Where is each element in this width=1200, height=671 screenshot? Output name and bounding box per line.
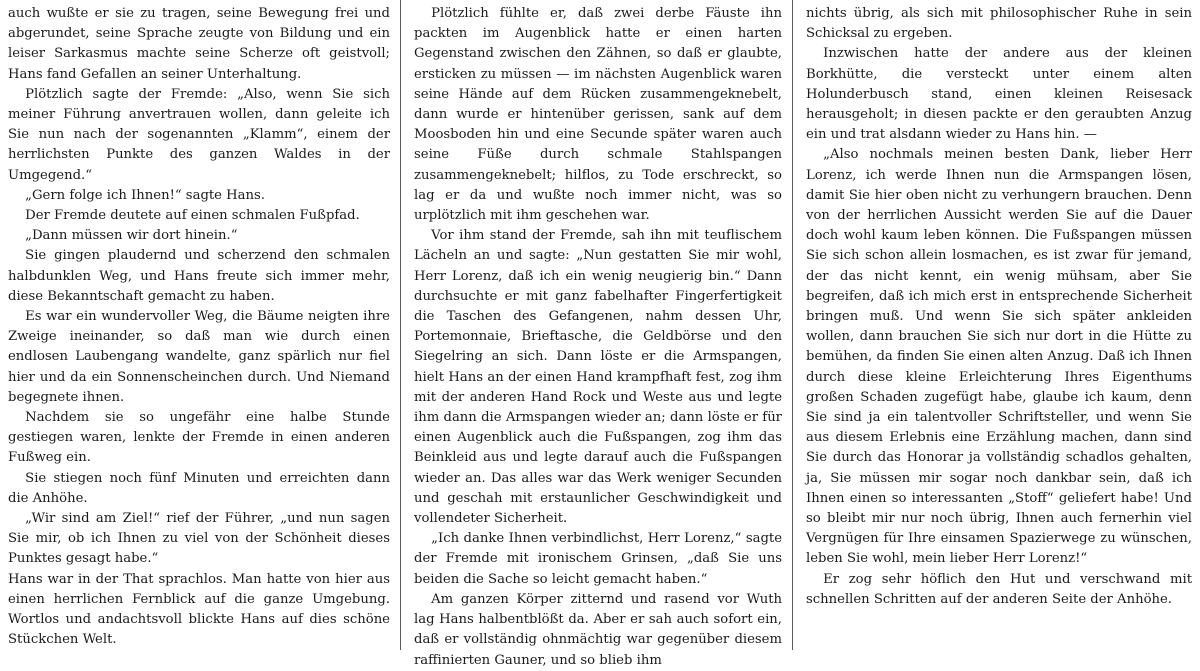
text-column-3 [792,4,1192,650]
paragraph: Der Fremde deutete auf einen schmalen Fußpfad. [25,208,360,224]
paragraph: Am ganzen Körper zitternd und rasend vor Wuth lag Hans halbentblößt da. Aber er sah auch sofort ein, daß er vollständig ohnmächtig war gegenüber diesem raffinierten Gauner, und so blieb ihm [414,591,782,668]
text-column-2 [400,4,792,668]
paragraph: Er zog sehr höflich den Hut und verschwand mit schnellen Schritten auf der anderen Seite der Anhöhe. [806,571,1192,607]
paragraph: auch wußte er sie zu tragen, seine Bewegung frei und abgerundet, seine Sprache zeugte von Bildung und ein leiser Sarkasmus machte seine Scherze oft geistvoll; Hans fand Gefallen an seiner Unterhaltung. [8,6,390,82]
paragraph: Nachdem sie so ungefähr eine halbe Stunde gestiegen waren, lenkte der Fremde in einen anderen Fußweg ein. [8,410,390,466]
paragraph: „Wir sind am Ziel!“ rief der Führer, „und nun sagen Sie mir, ob ich Ihnen zu viel von der Schönheit dieses Punktes gesagt habe.“ [8,511,390,567]
paragraph: „Ich danke Ihnen verbindlichst, Herr Lorenz,“ sagte der Fremde mit ironischem Grinsen, „daß Sie uns beiden die Sache so leicht gemacht haben.“ [414,531,782,587]
paragraph: nichts übrig, als sich mit philosophischer Ruhe in sein Schicksal zu ergeben. [806,6,1192,42]
paragraph: Vor ihm stand der Fremde, sah ihn mit teuflischem Lächeln an und sagte: „Nun gestatten Sie mir wohl, Herr Lorenz, daß ich ein wenig neugierig bin.“ Dann durchsuchte er mit ganz fabelhafter Fingerfertigkeit die Taschen des Gefangenen, nahm dessen Uhr, Portemonnaie, Brieftasche, die Geldbörse und den Siegelring an sich. Dann löste er die Armspangen, hielt Hans an der einen Hand krampfhaft fest, zog ihm mit der anderen Hand Rock und Weste aus und legte ihm dann die Armspangen wieder an; dann löste er für einen Augenblick auch die Fußspangen, zog ihm das Beinkleid aus und legte darauf auch die Fußspangen wieder an. Das alles war das Werk weniger Secunden und geschah mit erstaunlicher Geschwindigkeit und vollendeter Sicherheit. [414,228,782,527]
paragraph: Sie stiegen noch fünf Minuten und erreichten dann die Anhöhe. [8,470,390,506]
paragraph: „Dann müssen wir dort hinein.“ [25,228,238,244]
text-column-1 [8,4,400,650]
paragraph: Hans war in der That sprachlos. Man hatte von hier aus einen herrlichen Fernblick auf die ganze Umgebung. Wortlos und andachtsvoll blickte Hans auf dies schöne Stückchen Welt. [8,571,390,648]
paragraph: Inzwischen hatte der andere aus der kleinen Borkhütte, die versteckt unter einem alten Holunderbusch stand, einen kleinen Reisesack herausgeholt; in diesen packte er den geraubten Anzug ein und trat alsdann wieder zu Hans hin. — [806,46,1192,143]
paragraph: „Also nochmals meinen besten Dank, lieber Herr Lorenz, ich werde Ihnen nun die Armspangen lösen, damit Sie hier oben nicht zu verhungern brauchen. Denn von der herrlichen Aussicht werden Sie auf die Dauer doch wohl kaum leben können. Die Fußspangen müssen Sie sich schon allein losmachen, es ist zwar für jemand, der das nicht kennt, ein wenig mühsam, aber Sie begreifen, daß ich mich erst in entsprechende Sicherheit bringen muß. Und wenn Sie sich später ankleiden wollen, dann brauchen Sie sich nur dort in die Hütte zu bemühen, da finden Sie einen alten Anzug. Daß ich Ihnen durch diese kleine Erleichterung Ihres Eigenthums großen Schaden zugefügt habe, glaube ich kaum, denn Sie sind ja ein talentvoller Schriftsteller, und wenn Sie aus diesem Erlebnis eine Erzählung machen, dann sind Sie durch das Honorar ja vollständig schadlos gehalten, ja, Sie müssen mir sogar noch dankbar sein, daß ich Ihnen einen so interessanten „Stoff“ geliefert habe! Und so bleibt mir nur noch übrig, Ihnen auch fernerhin viel Vergnügen für Ihre einsamen Spazierwege zu wünschen, leben Sie wohl, mein lieber Herr Lorenz!“ [806,147,1192,567]
paragraph: Es war ein wundervoller Weg, die Bäume neigten ihre Zweige ineinander, so daß man wie durch einen endlosen Laubengang wandelte, ganz spärlich nur fiel hier und da ein Sonnenscheinchen durch. Und Niemand begegnete ihnen. [8,309,390,405]
column-divider [400,0,401,650]
paragraph: „Gern folge ich Ihnen!“ sagte Hans. [25,187,265,203]
column-divider [792,0,793,650]
paragraph: Plötzlich sagte der Fremde: „Also, wenn Sie sich meiner Führung anvertrauen wollen, dann geleite ich Sie nun nach der sogenannten „Klamm“, einem der herrlichsten Punkte des ganzen Waldes in der Umgegend.“ [8,86,390,183]
paragraph: Sie gingen plaudernd und scherzend den schmalen halbdunklen Weg, und Hans freute sich immer mehr, diese Bekanntschaft gemacht zu haben. [8,248,390,304]
paragraph: Plötzlich fühlte er, daß zwei derbe Fäuste ihn packten im Augenblick hatte er einen harten Gegenstand zwischen den Zähnen, so daß er glaubte, ersticken zu müssen — im nächsten Augenblick waren seine Hände auf dem Rücken zusammengeknebelt, dann wurde er hintenüber gerissen, sank auf dem Moosboden hin und eine Secunde später waren auch seine Füße durch schmale Stahlspangen zusammengeknebelt; hilflos, zu Tode erschreckt, so lag er da und wußte noch immer nicht, was so urplötzlich mit ihm geschehen war. [414,6,782,224]
